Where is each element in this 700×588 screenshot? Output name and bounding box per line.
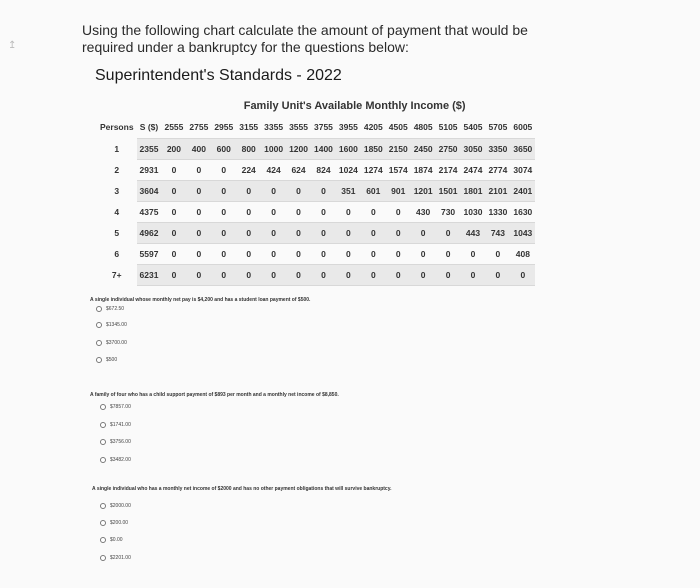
- column-header: 3755: [314, 122, 333, 132]
- table-cell: 0: [211, 223, 236, 244]
- column-header: S ($): [139, 122, 159, 132]
- table-cell: 0: [186, 265, 211, 286]
- table-cell: 0: [186, 181, 211, 202]
- table-cell: 7+: [111, 270, 122, 280]
- table-cell: 2931: [139, 165, 159, 175]
- table-cell: 0: [370, 207, 376, 217]
- table-cell: 0: [271, 249, 276, 259]
- table-cell: 2401: [510, 181, 535, 202]
- table-cell: 0: [196, 207, 202, 217]
- table-cell: 400: [186, 139, 211, 160]
- answer-option[interactable]: [100, 422, 131, 428]
- table-cell: 3350: [485, 139, 510, 160]
- answer-option[interactable]: [100, 555, 131, 561]
- table-cell: 0: [286, 181, 311, 202]
- table-cell: 408: [515, 249, 530, 259]
- table-cell: 3650: [510, 139, 535, 160]
- table-cell: 0: [436, 223, 461, 244]
- table-cell: 0: [336, 223, 361, 244]
- table-cell: 0: [221, 249, 227, 259]
- table-cell: 0: [246, 249, 252, 259]
- table-row: [97, 223, 535, 244]
- table-cell: 0: [311, 265, 336, 286]
- answer-label: $2000.00: [110, 503, 131, 509]
- table-cell: 3: [114, 186, 120, 196]
- table-cell: 1574: [388, 165, 408, 175]
- table-cell: 0: [485, 265, 510, 286]
- table-cell: 0: [336, 265, 361, 286]
- table-row: [97, 139, 535, 160]
- answer-option[interactable]: [100, 537, 123, 543]
- table-row: [97, 202, 535, 223]
- table-cell: 0: [236, 223, 261, 244]
- table-cell: 0: [411, 265, 436, 286]
- table-cell: 0: [470, 249, 476, 259]
- column-header: 2755: [189, 122, 209, 132]
- table-cell: 2355: [137, 139, 162, 160]
- column-header: 3355: [264, 122, 284, 132]
- table-cell: 0: [161, 265, 186, 286]
- table-cell: 0: [395, 249, 401, 259]
- answer-label: $3482.00: [110, 457, 131, 463]
- table-cell: 0: [221, 165, 227, 175]
- table-cell: 1030: [463, 207, 483, 217]
- table-cell: 1400: [311, 139, 336, 160]
- table-cell: 0: [296, 249, 301, 259]
- answer-label: $0.00: [110, 537, 123, 543]
- table-row: [97, 265, 535, 286]
- table-cell: 600: [211, 139, 236, 160]
- table-cell: 0: [236, 265, 261, 286]
- table-cell: 0: [386, 265, 411, 286]
- table-cell: 0: [311, 223, 336, 244]
- table-cell: 0: [461, 265, 486, 286]
- table-cell: 351: [336, 181, 361, 202]
- answer-label: $2201.00: [110, 555, 131, 561]
- answer-label: $500: [106, 357, 118, 363]
- column-header: 2555: [164, 122, 184, 132]
- radio-button-icon[interactable]: [100, 555, 106, 561]
- table-cell: 800: [236, 139, 261, 160]
- table-cell: 0: [420, 249, 426, 259]
- cursor-icon: ↥: [8, 40, 17, 51]
- table-cell: 1874: [413, 165, 433, 175]
- question-text: A single individual whose monthly net pay is $4,200 and has a student loan payment of $500.: [90, 297, 311, 303]
- table-cell: 1630: [513, 207, 533, 217]
- table-cell: 1200: [286, 139, 311, 160]
- radio-button-icon[interactable]: [96, 306, 102, 312]
- table-cell: 1024: [338, 165, 358, 175]
- table-cell: 4: [114, 207, 120, 217]
- table-cell: 4962: [137, 223, 162, 244]
- table-cell: 0: [386, 223, 411, 244]
- table-cell: 2174: [438, 165, 458, 175]
- column-header: 5405: [463, 122, 483, 132]
- table-cell: 1274: [363, 165, 383, 175]
- question-text: A single individual who has a monthly net income of $2000 and has no other payment obligations that will survive bankruptcy.: [92, 486, 392, 492]
- table-cell: 0: [261, 223, 286, 244]
- standards-table: [97, 96, 535, 286]
- table-cell: 0: [361, 265, 386, 286]
- answer-label: $7857.00: [110, 404, 131, 410]
- table-cell: 901: [386, 181, 411, 202]
- column-header: 3955: [338, 122, 358, 132]
- table-cell: 1600: [336, 139, 361, 160]
- table-cell: 1000: [261, 139, 286, 160]
- table-cell: 0: [171, 165, 177, 175]
- radio-button-icon[interactable]: [100, 404, 106, 410]
- radio-button-icon[interactable]: [100, 457, 106, 463]
- column-header: 6005: [513, 122, 533, 132]
- table-cell: 1801: [461, 181, 486, 202]
- answer-label: $3700.00: [106, 340, 127, 346]
- table-cell: 0: [510, 265, 535, 286]
- table-cell: 0: [261, 265, 286, 286]
- table-cell: 1330: [488, 207, 508, 217]
- table-cell: 224: [241, 165, 256, 175]
- table-cell: 0: [236, 181, 261, 202]
- table-cell: 0: [246, 207, 252, 217]
- table-row: [97, 160, 535, 181]
- table-cell: 0: [186, 223, 211, 244]
- radio-button-icon[interactable]: [100, 439, 106, 445]
- radio-button-icon[interactable]: [96, 340, 102, 346]
- table-cell: 0: [271, 207, 276, 217]
- table-row: [97, 181, 535, 202]
- table-cell: 0: [311, 181, 336, 202]
- radio-button-icon[interactable]: [100, 520, 106, 526]
- answer-option[interactable]: [100, 439, 131, 445]
- table-cell: 0: [211, 265, 236, 286]
- table-cell: 2: [114, 165, 120, 175]
- table-cell: 0: [321, 249, 326, 259]
- table-cell: 743: [485, 223, 510, 244]
- table-cell: 0: [495, 249, 501, 259]
- table-cell: 430: [416, 207, 431, 217]
- table-cell: 0: [286, 223, 311, 244]
- table-cell: 4375: [139, 207, 159, 217]
- table-cell: 0: [346, 249, 351, 259]
- table-cell: 0: [411, 223, 436, 244]
- answer-label: $672.50: [106, 306, 125, 312]
- table-cell: 0: [211, 181, 236, 202]
- table-cell: 2474: [463, 165, 483, 175]
- table-cell: 1043: [510, 223, 535, 244]
- answer-option[interactable]: [100, 457, 131, 463]
- radio-button-icon[interactable]: [96, 357, 102, 363]
- table-cell: 200: [161, 139, 186, 160]
- answer-label: $1345.00: [106, 322, 127, 328]
- table-cell: 0: [161, 181, 186, 202]
- answer-option[interactable]: [96, 340, 127, 346]
- table-cell: 0: [436, 265, 461, 286]
- table-cell: 6: [114, 249, 120, 259]
- table-cell: 0: [321, 207, 326, 217]
- column-header: 3555: [289, 122, 308, 132]
- table-cell: 824: [316, 165, 331, 175]
- table-caption: Family Unit's Available Monthly Income ($): [243, 100, 466, 112]
- table-cell: 2150: [386, 139, 411, 160]
- column-header: 3155: [239, 122, 259, 132]
- table-cell: 730: [440, 207, 456, 217]
- column-header: 4505: [388, 122, 408, 132]
- table-cell: 5597: [139, 249, 159, 259]
- column-header: 5105: [438, 122, 458, 132]
- table-heading: Superintendent's Standards - 2022: [95, 67, 342, 84]
- table-cell: 0: [171, 249, 177, 259]
- table-cell: 5: [114, 228, 120, 238]
- answer-option[interactable]: [100, 503, 131, 509]
- table-cell: 0: [395, 207, 401, 217]
- table-cell: 2774: [488, 165, 508, 175]
- answer-option[interactable]: [96, 357, 117, 363]
- table-cell: 2450: [411, 139, 436, 160]
- table-row: [97, 244, 535, 265]
- table-cell: 601: [361, 181, 386, 202]
- table-cell: 1501: [436, 181, 461, 202]
- column-header: Persons: [100, 122, 134, 133]
- answer-label: $1741.00: [110, 422, 131, 428]
- table-cell: 0: [296, 207, 301, 217]
- instructions: Using the following chart calculate the amount of payment that would be required under a bankruptcy for the questions below:: [82, 22, 528, 55]
- table-cell: 0: [346, 207, 351, 217]
- table-cell: 2101: [485, 181, 510, 202]
- table-cell: 0: [286, 265, 311, 286]
- column-header: 5705: [488, 122, 508, 132]
- answer-option[interactable]: [96, 306, 124, 312]
- table-cell: 0: [361, 223, 386, 244]
- table-cell: 0: [196, 249, 202, 259]
- table-cell: 0: [161, 223, 186, 244]
- column-header: 4805: [413, 122, 433, 132]
- table-cell: 3604: [137, 181, 162, 202]
- table-cell: 0: [445, 249, 451, 259]
- radio-button-icon[interactable]: [100, 537, 106, 543]
- table-cell: 0: [221, 207, 227, 217]
- column-header: 2955: [214, 122, 234, 132]
- answer-option[interactable]: [96, 322, 127, 328]
- table-cell: 424: [266, 165, 281, 175]
- table-cell: 0: [370, 249, 376, 259]
- table-cell: 0: [196, 165, 202, 175]
- question-text: A family of four who has a child support payment of $893 per month and a monthly net income of $8,850.: [90, 392, 339, 398]
- table-cell: 443: [461, 223, 486, 244]
- table-cell: 0: [171, 207, 177, 217]
- table-cell: 6231: [137, 265, 162, 286]
- table-cell: 1850: [361, 139, 386, 160]
- radio-button-icon[interactable]: [96, 322, 102, 328]
- table-cell: 2750: [436, 139, 461, 160]
- radio-button-icon[interactable]: [100, 503, 106, 509]
- answer-label: $3756.00: [110, 439, 131, 445]
- radio-button-icon[interactable]: [100, 422, 106, 428]
- table-cell: 1201: [411, 181, 436, 202]
- answer-option[interactable]: [100, 520, 128, 526]
- table-cell: 1: [114, 144, 120, 154]
- table-cell: 3074: [513, 165, 533, 175]
- column-header: 4205: [363, 122, 383, 132]
- answer-label: $200.00: [110, 520, 129, 526]
- table-cell: 624: [291, 165, 306, 175]
- table-cell: 0: [261, 181, 286, 202]
- answer-option[interactable]: [100, 404, 131, 410]
- table-cell: 3050: [461, 139, 486, 160]
